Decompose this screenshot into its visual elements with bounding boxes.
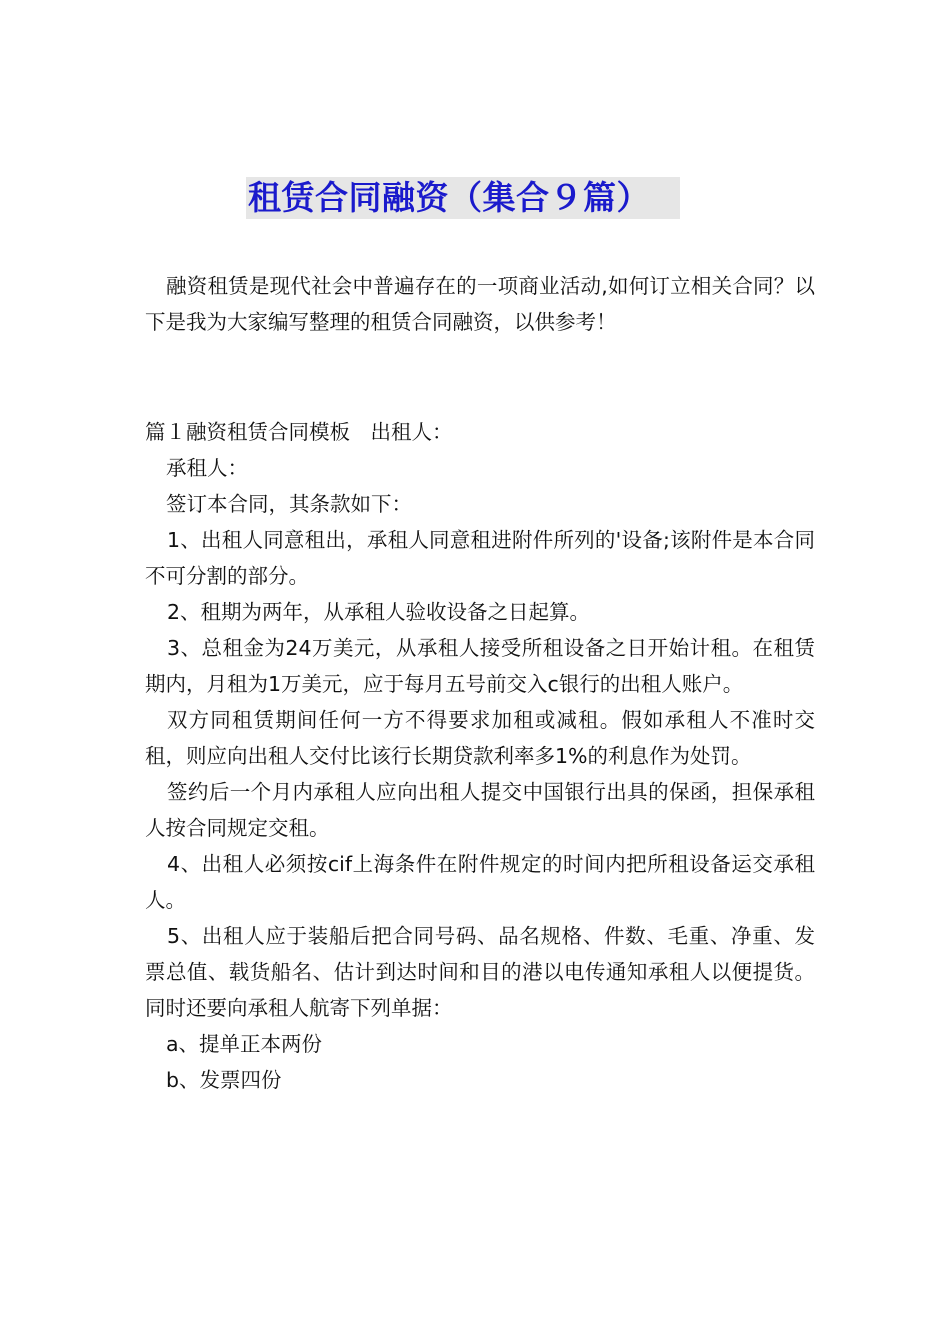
body-paragraph: 签订本合同，其条款如下： <box>166 492 412 516</box>
body-paragraph: 签约后一个月内承租人应向出租人提交中国银行出具的保函，担保承租人按合同规定交租。 <box>145 780 815 840</box>
body-paragraph: 双方同租赁期间任何一方不得要求加租或减租。假如承租人不准时交租，则应向出租人交付比该行长期贷款利率多1%的利息作为处罚。 <box>145 708 815 768</box>
body-paragraph: 承租人： <box>166 456 248 480</box>
document-title: 租赁合同融资（集合９篇） <box>246 177 680 219</box>
clause-paragraph: 3、总租金为24万美元，从承租人接受所租设备之日开始计租。在租赁期内，月租为1万美元，应于每月五号前交入c银行的出租人账户。 <box>145 636 815 696</box>
intro-block <box>145 268 815 340</box>
clause-paragraph: 1、出租人同意租出，承租人同意租进附件所列的'设备;该附件是本合同不可分割的部分。 <box>145 528 815 588</box>
list-item: a、提单正本两份 <box>166 1032 323 1056</box>
intro-paragraph: 融资租赁是现代社会中普遍存在的一项商业活动,如何订立相关合同？以下是我为大家编写整理的租赁合同融资，以供参考！ <box>145 274 815 334</box>
clause-paragraph: 2、租期为两年，从承租人验收设备之日起算。 <box>167 600 591 624</box>
list-item: b、发票四份 <box>166 1068 282 1092</box>
contract-body <box>145 414 815 1098</box>
clause-paragraph: 5、出租人应于装船后把合同号码、品名规格、件数、毛重、净重、发票总值、载货船名、估计到达时间和目的港以电传通知承租人以便提货。同时还要向承租人航寄下列单据： <box>145 924 815 1020</box>
section-heading: 篇１融资租赁合同模板 出租人： <box>145 420 453 444</box>
clause-paragraph: 4、出租人必须按cif上海条件在附件规定的时间内把所租设备运交承租人。 <box>145 852 815 912</box>
